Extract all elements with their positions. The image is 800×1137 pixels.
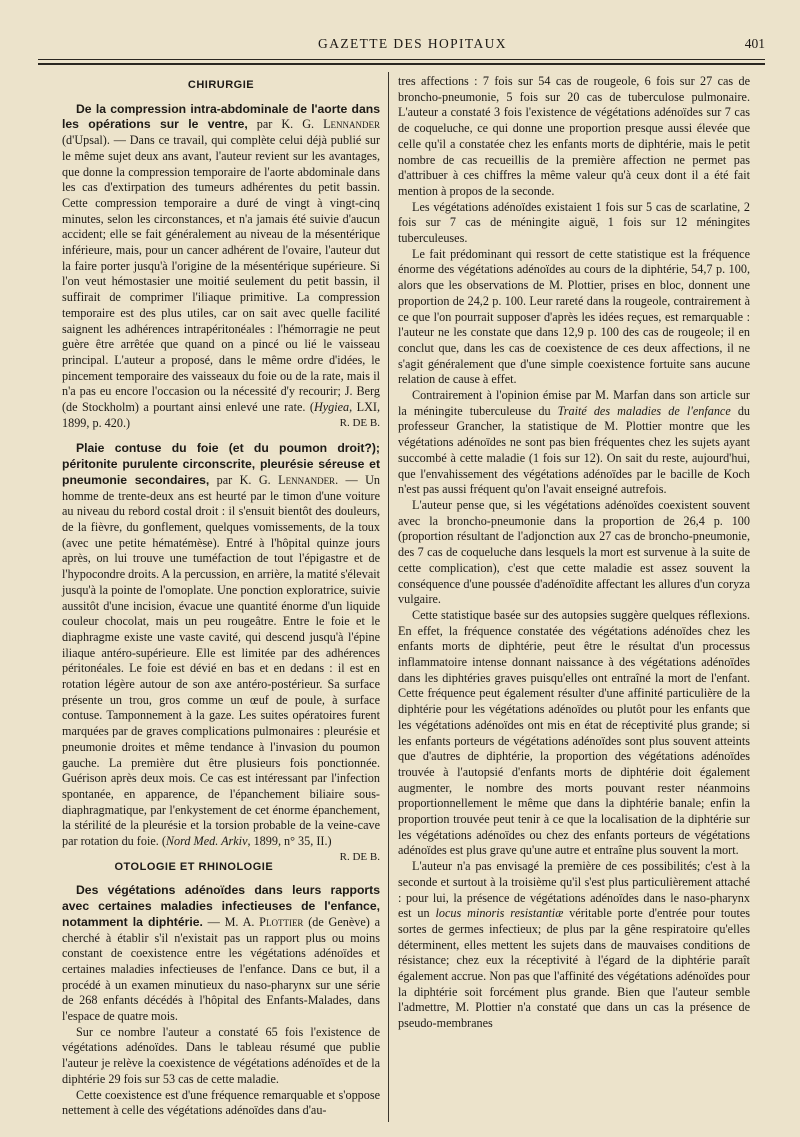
source-journal: Hygiea [313,400,350,415]
author-name: Lennander [278,472,336,487]
source-reference: , LXI, 1899, p. 420.) [62,400,380,430]
article-compression-aorte [62,102,380,432]
column-divider [388,72,389,1122]
article-vegetations-adenoides [62,883,380,1119]
author-prefix: — M. A. [202,914,260,929]
article-paragraph: L'auteur pense que, si les végétations adénoïdes coexistent souvent avec la broncho-pneumonie dans la proportion de 26,4 p. 100 (proportion résultant de l'adjonction aux 27 cas de broncho-pneumonie, des 7 cas de coqueluche dans lesquels la mort est survenue à la suite de cette complication), c'est que cette maladie est assez souvent la conséquence d'une poussée d'adénoïdite affectant les allures d'un coryza vulgaire. [398,497,750,607]
text-segment: Contrairement à l'opinion émise par M. Marfan dans son article sur la méningite tuberculeuse du [398,388,750,418]
section-heading-chirurgie: CHIRURGIE [187,79,255,91]
article-title: De la compression intra-abdominale de l'aorte dans les opérations sur le ventre, [62,101,380,132]
author-name: Plottier [259,914,304,929]
article-paragraph [62,883,380,1024]
article-paragraph: Cette coexistence est d'une fréquence remarquable et s'oppose nettement à celle des végétations adénoïdes dans d'au- [62,1087,380,1118]
article-body: Un homme de trente-deux ans est heurté par le timon d'une voiture au niveau du rebord costal droit : il s'ensuit bientôt des douleurs, de la fièvre, du gonflement, quelques vomissements, de la toux (avec une petite hématémèse). Entré à l'hôpital quinze jours après, on lui trouve une tuméfaction de tout l'épigastre et de l'hypocondre droits. A la percussion, en arrière, la matité s'élevait jusqu'à la pointe de l'omoplate. Une ponction exploratrice, suivie aussitôt d'une incision, évacue une quantité énorme d'un liquide couleur chocolat, mais un peu rougeâtre. Entre le foie et le diaphragme existe une vaste cavité, qui descend jusqu'à l'épine iliaque antéro-supérieure. Elle est limitée par des adhérences péritonéales. Le foie est dévié en bas et en dedans : il est en rotation légère autour de son axe antéro-postérieur. Sa surface présente un trou, gros comme un œuf de poule, à surface contuse. Tamponnement à la gaze. Les suites opératoires furent marquées par de graves complications pulmonaires : pleurésie et pneumonie droites et même tendance à l'invasion du poumon gauche. La première dut être plusieurs fois ponctionnée. Guérison après deux mois. Ce cas est intéressant par l'infection spontanée, en apparence, de l'épanchement biliaire sous-diaphragmatique, par l'enkystement de cet énorme épanchement, la stérilité de la pleurésie et la torsion probable de la veine-cave par rotation du foie. ( [62,472,381,849]
source-journal: Nord Med. Arkiv [165,834,248,849]
article-paragraph [62,102,380,432]
running-head [60,36,765,56]
signature: R. DE B. [339,416,380,429]
latin-term: locus minoris resistantiæ [435,906,564,921]
article-paragraph: tres affections : 7 fois sur 54 cas de rougeole, 6 fois sur 27 cas de broncho-pneumonie, 5 fois sur 20 cas de tuberculose pulmonaire. L'auteur a constaté 3 fois l'existence de végétations adénoïdes sur 7 cas de coqueluche, ce qui donne une proportion presque aussi élevée que celle qu'il a constatée chez les enfants morts de diphtérie, mais le petit nombre de cas recueillis de la première affection ne permet pas d'attribuer à ces chiffres la même valeur qu'à ceux dont il a été fait mention à propos de la seconde. [398,74,750,198]
article-paragraph: Les végétations adénoïdes existaient 1 fois sur 5 cas de scarlatine, 2 fois sur 7 cas de méningite aiguë, 1 fois sur 12 méningites tuberculeuses. [398,199,750,246]
author-prefix: par K. G. [209,472,279,487]
header-rule-thick [38,63,765,65]
left-column [62,74,380,1129]
article-title: Plaie contuse du foie (et du poumon droit?); péritonite purulente circonscrite, pleurésie séreuse et pneumonie secondaires, [62,441,380,487]
page-number: 401 [744,36,765,51]
text-segment: L'auteur n'a pas envisagé la première de ces possibilités; c'est à la seconde et surtout à la troisième qu'il s'est plus particulièrement attaché : pour lui, la présence de végétations adénoïdes dans le naso-pharynx est un [398,859,750,921]
article-title: Des végétations adénoïdes dans leurs rapports avec certaines maladies infectieuses de l'enfance, notamment la diphtérie. [62,883,380,929]
article-paragraph [398,388,750,498]
author-name: Lennander [323,117,381,132]
text-segment: véritable porte d'entrée pour toutes sortes de germes infectieux; de plus par la gêne respiratoire qu'elles déterminent, elles mettent les sujets dans de mauvaises conditions de résistance; chez eux la réceptivité à l'égard de la diphtérie paraît également accrue. Non pas que l'affinité des végétations adénoïdes pour la diphtérie soit forcément plus grande. Bien que l'auteur semble l'admettre, M. Plottier n'a constaté que dans un cas la présence de pseudo-membranes [398,906,750,1031]
article-body: a cherché à établir s'il n'existait pas un rapport plus ou moins constant de coexistence entre les végétations adénoïdes et certaines maladies infectieuses de l'enfance. Dans ce but, il a procédé à un examen minutieux du naso-pharynx sur une série de 268 enfants décédés à l'hôpital des Enfants-Malades, dans l'espace de quatre mois. [62,914,380,1024]
article-paragraph: Sur ce nombre l'auteur a constaté 65 fois l'existence de végétations adénoïdes. Dans le tableau résumé que publie l'auteur je relève la coexistence de végétations adénoïdes et de la diphtérie 29 fois sur 53 cas de cette maladie. [62,1024,380,1086]
section-heading-otologie: OTOLOGIE ET RHINOLOGIE [114,860,274,873]
article-plaie-foie [62,441,381,863]
article-paragraph: Cette statistique basée sur des autopsies suggère quelques réflexions. En effet, la fréquence constatée des végétations adénoïdes chez les enfants morts de diphtérie, peut être le résultat d'un processus inflammatoire intense donnant naissance à des végétations adénoïdes dans les diphtéries graves puisqu'elles ont entraîné la mort de l'enfant. Cette fréquence peut également résulter d'une affinité particulière de la diphtérie pour les végétations adénoïdes ou plutôt pour les enfants que les végétations adénoïdes ont mis en état de réceptivité plus grande; si les enfants porteurs de végétations adénoïdes sont plus souvent atteints que d'autres de diphtérie, la proportion des végétations adénoïdes trouvée à l'autopsié d'enfants morts de diphtérie doit également augmenter, le nombre des morts pouvant rester néanmoins proportionnellement le même que dans la diphtérie banale; enfin la proportion trouvée peut tenir à ce que la localisation de la diphtérie sur les végétations adénoïdes ou chez des enfants porteurs de végétations adénoïdes est plus grave qu'une autre et entraîne plus souvent la mort. [398,607,750,858]
article-body: Dans ce travail, qui complète celui déjà publié sur le même sujet deux ans avant, l'auteur revient sur les avantages, que donne la compression temporaire de l'aorte abdominale dans les cas d'extirpation des tumeurs adhérentes du petit bassin. Cette compression temporaire a duré de vingt à vingt-cinq minutes, selon les circonstances, et n'a jamais été suivie d'aucun accident; elle se fait généralement au niveau de la mésentérique inférieure, mais, pour un cancer adhérent de l'ovaire, l'auteur dut la faire porter jusqu'à l'origine de la mésentérique supérieure. Si l'on veut hémostasier une moitié seulement du petit bassin, il suffirait de comprimer l'iliaque primitive. La compression temporaire est des plus utiles, car on sait avec quelle facilité saignent les adhérences intrapéritonéales : l'hémorragie ne peut guère être arrêtée que quand on a pincé ou lié le vaisseau principal. L'auteur a proposé, dans le même ordre d'idées, le pincement temporaire des vaisseaux du foie ou de la rate, mais il n'a pas eu encore l'occasion ou la nécessité d'y recourir; J. Berg (de Stockholm) a pourtant ainsi enlevé une rate. ( [62,133,380,415]
source-reference: , 1899, n° 35, II.) [247,834,332,849]
journal-title: GAZETTE DES HOPITAUX [318,36,507,51]
author-suffix: . — [335,472,366,487]
cited-work-title: Traité des maladies de l'enfance [557,403,731,418]
signature: R. DE B. [339,850,380,863]
article-paragraph: Le fait prédominant qui ressort de cette statistique est la fréquence énorme des végétations adénoïdes au cours de la diphtérie, 54,7 p. 100, alors que les observations de M. Plottier, prises en bloc, donnent une proportion de 24,2 p. 100. Leur rareté dans la rougeole, contrairement à ce que l'on pourrait supposer d'après les idées reçues, est remarquable : l'auteur ne les constate que dans 12,9 p. 100 des cas de rougeole; il en conclut que, dans les cas de coexistence de ces deux affections, il ne s'agit généralement que d'une simple coexistence fortuite sans aucune relation de cause à effet. [398,246,750,387]
right-column [398,74,750,1032]
header-rule-thin [38,59,765,60]
article-paragraph [62,441,381,863]
author-prefix: par K. G. [247,117,324,132]
author-suffix: (d'Upsal). — [62,133,130,148]
author-suffix: (de Genève) [303,914,375,929]
article-paragraph [398,859,750,1032]
text-segment: du professeur Grancher, la statistique de M. Plottier montre que les végétations adénoïdes ne sont pas bien fréquentes chez les sujets ayant succombé à cette maladie (1 fois sur 12). On sait du reste, aujourd'hui, que l'envahissement des végétations adénoïdes par le bacille de Koch n'est pas aussi fréquent qu'on l'avait enseigné autrefois. [398,403,751,497]
